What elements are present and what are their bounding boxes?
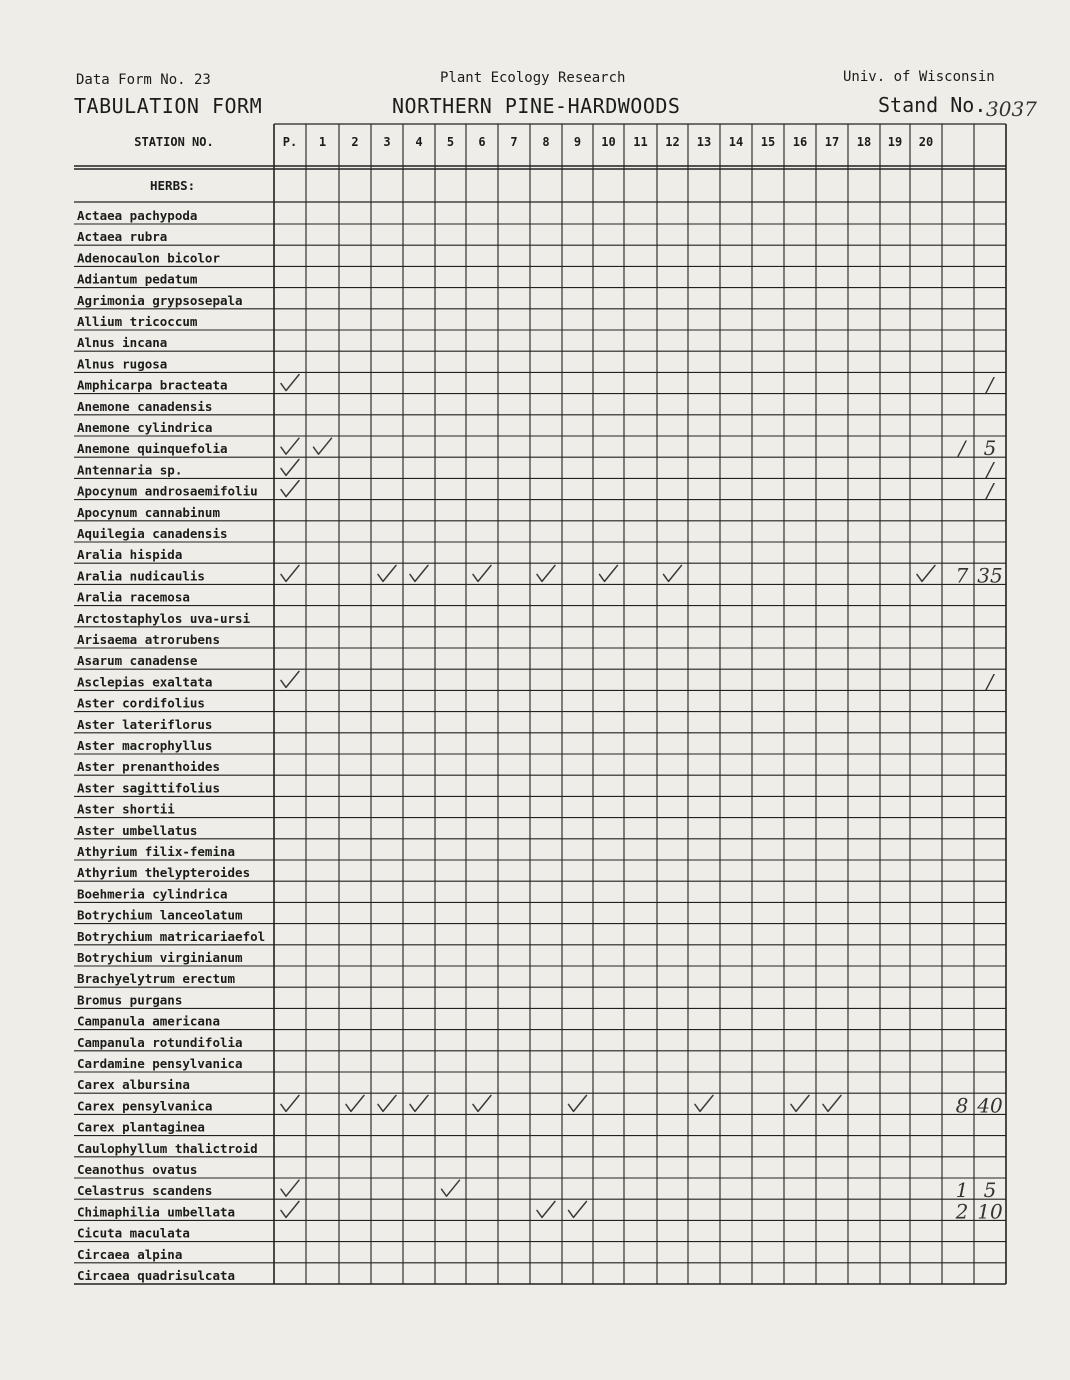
species-name: Carex albursina — [77, 1077, 190, 1093]
table-row — [77, 526, 228, 541]
column-header-station: 19 — [887, 135, 903, 149]
check-mark — [410, 565, 428, 581]
stand-number-label: Stand No. — [878, 93, 987, 117]
table-row — [77, 590, 190, 605]
total-value: 35 — [977, 563, 1003, 588]
species-name: Aralia racemosa — [77, 589, 190, 605]
table-row — [77, 759, 220, 774]
table-row — [77, 823, 197, 838]
check-mark — [281, 375, 299, 391]
table-row — [77, 865, 250, 880]
check-mark — [281, 1201, 299, 1217]
column-header-station: 14 — [728, 135, 744, 149]
species-name: Athyrium thelypteroides — [77, 865, 251, 881]
species-name: Actaea rubra — [77, 229, 168, 245]
column-header-station: 20 — [918, 135, 934, 149]
table-row — [77, 696, 205, 711]
table-row — [77, 479, 996, 503]
column-header-station: 17 — [824, 135, 840, 149]
species-name: Asarum canadense — [77, 653, 198, 669]
table-row — [77, 1226, 190, 1241]
table-row — [77, 399, 212, 414]
check-mark — [569, 1201, 587, 1217]
species-name: Aster umbellatus — [77, 822, 198, 838]
column-header-station: 6 — [478, 135, 486, 149]
species-name: Botrychium lanceolatum — [77, 907, 243, 923]
check-mark — [791, 1095, 809, 1111]
check-mark — [823, 1095, 841, 1111]
table-row — [77, 1035, 243, 1050]
table-row — [77, 505, 220, 520]
species-name: Anemone canadensis — [77, 398, 213, 414]
column-header-station: 1 — [318, 135, 327, 149]
species-name: Arctostaphylos uva-ursi — [77, 610, 251, 626]
check-mark — [917, 565, 935, 581]
column-header-station: 11 — [633, 135, 648, 149]
check-mark — [410, 1095, 428, 1111]
check-mark — [346, 1095, 364, 1111]
count-value: 1 — [955, 1178, 969, 1203]
species-name: Apocynum cannabinum — [77, 504, 220, 520]
species-name: Circaea quadrisulcata — [77, 1268, 236, 1283]
species-name: Boehmeria cylindrica — [77, 886, 228, 902]
check-mark — [378, 1095, 396, 1111]
species-name: Anemone cylindrica — [77, 420, 213, 435]
check-mark — [537, 1201, 555, 1217]
table-row — [77, 420, 212, 435]
table-row — [77, 547, 182, 562]
table-row — [77, 1093, 1003, 1117]
table-row — [77, 992, 182, 1007]
stand-number-value: 3037 — [986, 97, 1037, 121]
table-row — [77, 1077, 190, 1092]
check-mark — [281, 438, 299, 454]
check-mark — [664, 565, 682, 581]
table-row — [77, 950, 243, 965]
species-name: Campanula rotundifolia — [77, 1034, 243, 1050]
species-name: Athyrium filix-femina — [77, 844, 236, 859]
check-mark — [378, 565, 396, 581]
form-number: Data Form No. 23 — [76, 72, 211, 88]
table-row — [77, 457, 996, 481]
table-row — [77, 293, 243, 308]
university-name: Univ. of Wisconsin — [843, 69, 995, 85]
total-value: 5 — [983, 436, 997, 461]
table-row — [77, 908, 243, 923]
table-row — [77, 929, 265, 944]
check-mark — [537, 565, 555, 581]
column-header-station: 10 — [601, 135, 616, 149]
column-header-station: 15 — [760, 135, 776, 149]
column-header-station: 12 — [665, 135, 680, 149]
species-name: Agrimonia grypsosepala — [77, 292, 243, 308]
count-value: 7 — [955, 563, 969, 588]
table-row — [77, 844, 235, 859]
species-name: Asclepias exaltata — [77, 674, 213, 690]
total-value: 10 — [977, 1199, 1003, 1224]
table-row — [77, 272, 198, 287]
check-mark — [281, 459, 299, 475]
species-name: Celastrus scandens — [77, 1183, 213, 1199]
forest-type-title: NORTHERN PINE-HARDWOODS — [392, 94, 681, 118]
table-row — [77, 314, 198, 329]
species-name: Aster prenanthoides — [77, 759, 220, 775]
species-name: Actaea pachypoda — [77, 208, 198, 223]
column-header-station: 13 — [696, 135, 712, 149]
species-name: Aralia hispida — [77, 547, 183, 563]
table-row — [77, 250, 220, 265]
species-name: Aralia nudicaulis — [77, 568, 205, 584]
species-name: Antennaria sp. — [77, 462, 183, 478]
table-row — [77, 1247, 182, 1262]
form-title: TABULATION FORM — [74, 94, 263, 118]
species-name: Brachyelytrum erectum — [77, 971, 236, 987]
species-name: Botrychium matricariaefol — [77, 928, 266, 944]
table-row — [77, 738, 212, 753]
table-row — [77, 1162, 197, 1177]
species-name: Alnus incana — [77, 335, 168, 351]
table-row — [77, 208, 197, 223]
species-name: Carex plantaginea — [77, 1119, 205, 1135]
total-value: / — [986, 478, 994, 503]
table-row — [77, 436, 996, 460]
column-header-station: 2 — [351, 135, 359, 149]
column-header-station: 5 — [446, 135, 455, 149]
table-row — [77, 373, 996, 397]
lab-name: Plant Ecology Research — [440, 70, 626, 86]
species-name: Carex pensylvanica — [77, 1098, 213, 1114]
species-name: Aster lateriflorus — [77, 716, 213, 732]
table-row — [77, 669, 996, 693]
table-row — [77, 335, 167, 350]
check-mark — [281, 671, 299, 687]
species-name: Arisaema atrorubens — [77, 632, 220, 647]
check-mark — [281, 1180, 299, 1196]
table-row — [77, 632, 220, 647]
check-mark — [473, 565, 491, 581]
check-mark — [695, 1095, 713, 1111]
total-value: / — [986, 457, 994, 482]
column-header-station: 4 — [415, 135, 423, 149]
species-name: Adenocaulon bicolor — [77, 250, 220, 266]
column-header-station: 3 — [383, 135, 391, 149]
species-name: Circaea alpina — [77, 1246, 183, 1262]
species-name: Bromus purgans — [77, 992, 183, 1008]
count-value: 8 — [955, 1093, 969, 1118]
total-value: / — [986, 372, 994, 397]
check-mark — [442, 1180, 460, 1196]
check-mark — [281, 1095, 299, 1111]
species-name: Apocynum androsaemifoliu — [77, 483, 258, 499]
species-name: Caulophyllum thalictroid — [77, 1140, 258, 1156]
table-row — [77, 886, 228, 901]
species-name: Allium tricoccum — [77, 314, 198, 329]
table-row — [77, 1056, 243, 1071]
species-name: Aquilegia canadensis — [77, 526, 228, 541]
species-name: Anemone quinquefolia — [77, 441, 228, 457]
table-row — [77, 1014, 220, 1029]
count-value: 2 — [955, 1199, 969, 1224]
check-mark — [473, 1095, 491, 1111]
table-row — [77, 780, 220, 795]
species-name: Aster sagittifolius — [77, 780, 220, 796]
check-mark — [314, 438, 332, 454]
check-mark — [569, 1095, 587, 1111]
table-row — [77, 1199, 1003, 1223]
table-row — [77, 229, 167, 244]
table-row — [77, 717, 212, 732]
total-value: 40 — [977, 1093, 1003, 1118]
column-header-station: 18 — [856, 135, 872, 149]
column-header-station: 9 — [573, 135, 582, 149]
station-number-header: STATION NO. — [134, 135, 214, 149]
species-name: Amphicarpa bracteata — [77, 377, 228, 393]
species-name: Campanula americana — [77, 1013, 220, 1029]
column-header-station: 7 — [510, 135, 518, 149]
count-value: / — [958, 436, 966, 461]
species-name: Aster macrophyllus — [77, 738, 213, 753]
table-row — [77, 653, 198, 668]
table-row — [77, 1120, 205, 1135]
column-header-p: P. — [282, 135, 298, 149]
table-row — [77, 356, 167, 371]
table-row — [77, 1268, 235, 1283]
table-row — [77, 611, 251, 626]
table-row — [77, 802, 175, 817]
species-name: Ceanothus ovatus — [77, 1162, 198, 1177]
table-row — [77, 1178, 996, 1202]
species-name: Cardamine pensylvanica — [77, 1056, 243, 1071]
species-name: Chimaphilia umbellata — [77, 1204, 236, 1220]
table-row — [77, 971, 236, 986]
species-name: Aster shortii — [77, 801, 175, 817]
total-value: 5 — [983, 1178, 997, 1203]
species-name: Aster cordifolius — [77, 695, 205, 711]
total-value: / — [986, 669, 994, 694]
species-name: Botrychium virginianum — [77, 950, 243, 965]
check-mark — [281, 481, 299, 497]
table-row — [77, 563, 1003, 587]
column-header-station: 8 — [542, 135, 550, 149]
species-name: Alnus rugosa — [77, 356, 168, 372]
table-row — [77, 1141, 258, 1156]
species-name: Adiantum pedatum — [77, 271, 198, 287]
herbs-section-label: HERBS: — [150, 178, 196, 193]
species-name: Cicuta maculata — [77, 1225, 190, 1241]
check-mark — [281, 565, 299, 581]
column-header-station: 16 — [792, 135, 808, 149]
check-mark — [600, 565, 618, 581]
